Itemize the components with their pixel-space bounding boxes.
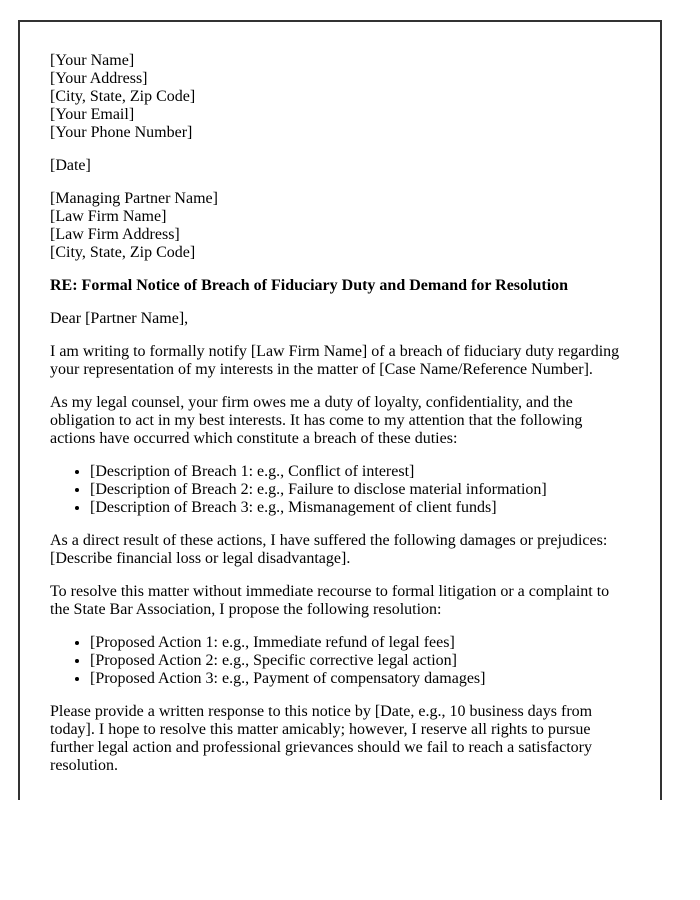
breach-list-item: • [Description of Breach 3: e.g., Mismanagement of client funds] xyxy=(90,499,630,517)
intro-paragraph: I am writing to formally notify [Law Firm Name] of a breach of fiduciary duty regarding your representation of my interests in the matter of [Case Name/Reference Number]. xyxy=(50,343,620,378)
recipient-firm-address: [Law Firm Address] xyxy=(50,226,180,243)
sender-city-state-zip: [City, State, Zip Code] xyxy=(50,88,196,105)
letter-container xyxy=(18,20,662,800)
sender-phone: [Your Phone Number] xyxy=(50,124,193,141)
sender-address: [Your Address] xyxy=(50,70,148,87)
damages-paragraph: As a direct result of these actions, I have suffered the following damages or prejudices: [Describe financial loss or legal disadvantage]. xyxy=(50,532,608,567)
recipient-address-block xyxy=(50,190,630,262)
recipient-city-state-zip: [City, State, Zip Code] xyxy=(50,244,196,261)
action-list-item: • [Proposed Action 2: e.g., Specific corrective legal action] xyxy=(90,652,630,670)
sender-name: [Your Name] xyxy=(50,52,135,69)
breach-list-item: • [Description of Breach 2: e.g., Failure to disclose material information] xyxy=(90,481,630,499)
closing-paragraph: Please provide a written response to this notice by [Date, e.g., 10 business days from today]. I hope to resolve this matter amicably; however, I reserve all rights to pursue further legal action and professional grievances should we fail to reach a satisfactory resolution. xyxy=(50,703,593,774)
sender-address-block xyxy=(50,52,630,142)
salutation: Dear [Partner Name], xyxy=(50,310,189,327)
duties-paragraph: As my legal counsel, your firm owes me a duty of loyalty, confidentiality, and the obligation to act in my best interests. It has come to my attention that the following actions have occurred which constitute a breach of these duties: xyxy=(50,394,583,447)
action-list xyxy=(50,634,630,688)
recipient-firm-name: [Law Firm Name] xyxy=(50,208,167,225)
action-list-item: • [Proposed Action 1: e.g., Immediate refund of legal fees] xyxy=(90,634,630,652)
breach-list xyxy=(50,463,630,517)
recipient-managing-partner: [Managing Partner Name] xyxy=(50,190,218,207)
action-list-item: • [Proposed Action 3: e.g., Payment of compensatory damages] xyxy=(90,670,630,688)
subject-line: RE: Formal Notice of Breach of Fiduciary Duty and Demand for Resolution xyxy=(50,277,569,294)
sender-email: [Your Email] xyxy=(50,106,135,123)
breach-list-item: • [Description of Breach 1: e.g., Conflict of interest] xyxy=(90,463,630,481)
resolution-intro-paragraph: To resolve this matter without immediate recourse to formal litigation or a complaint to the State Bar Association, I propose the following resolution: xyxy=(50,583,610,618)
date-line: [Date] xyxy=(50,157,91,174)
